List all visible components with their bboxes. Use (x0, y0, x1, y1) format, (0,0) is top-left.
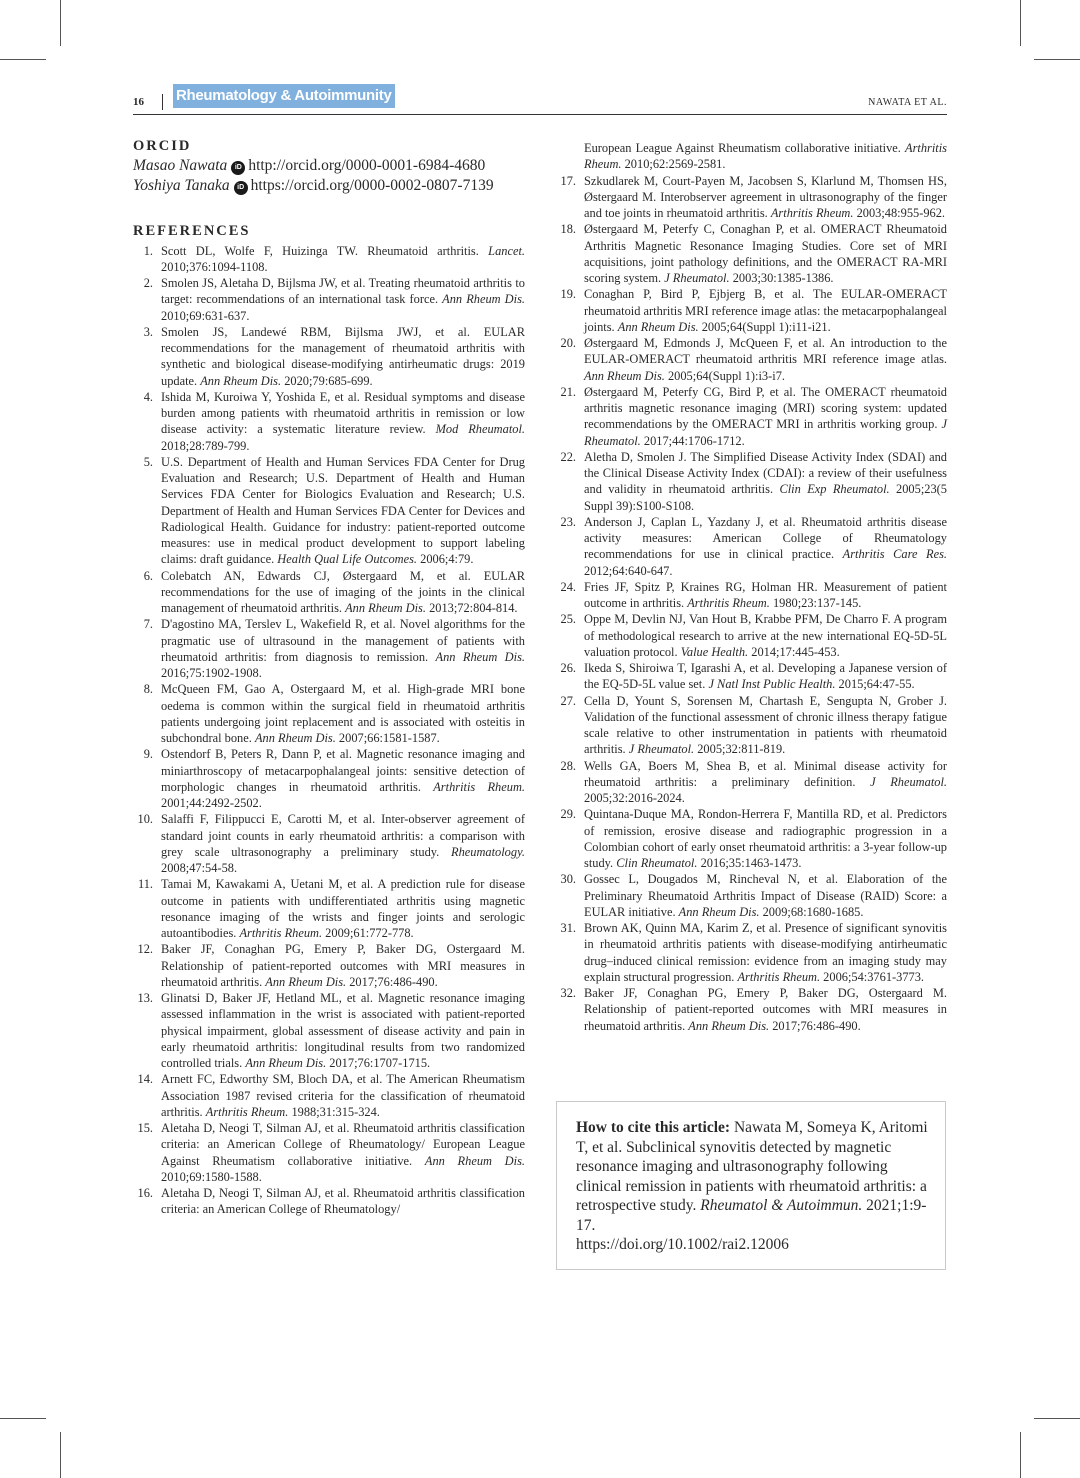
reference-journal: J Rheumatol. (870, 774, 947, 789)
reference-volume: 1988;31:315-324. (288, 1104, 380, 1119)
reference-journal: Ann Rheum Dis. (345, 601, 426, 615)
reference-item (560, 286, 947, 335)
reference-volume: 2005;64(Suppl 1):i11-i21. (698, 319, 831, 334)
reference-item (560, 660, 947, 693)
reference-item (560, 871, 947, 920)
reference-authors-title: Salaffi F, Filippucci E, Carotti M, et al. Inter-observer agreement of standard joint counts in early rheumatoid arthritis: a comparison with grey scale ultrasonography a preliminary study. (161, 812, 525, 859)
reference-number: 5. (143, 454, 153, 469)
reference-item (560, 693, 947, 758)
reference-authors-title: Østergaard M, Edmonds J, McQueen F, et al. An introduction to the EULAR-OMERACT rheumatoid arthritis MRI reference image atlas. (584, 336, 947, 367)
reference-volume: 2005;32:811-819. (694, 742, 786, 757)
reference-volume: 2005;32:2016-2024. (584, 791, 685, 805)
reference-number: 24. (560, 579, 576, 594)
left-column (133, 138, 525, 1218)
crop-mark (0, 1418, 46, 1419)
reference-number: 21. (560, 384, 576, 399)
header-rule (133, 114, 947, 115)
reference-number: 11. (137, 877, 153, 892)
reference-journal: Mod Rheumatol. (435, 422, 525, 437)
orcid-list (133, 156, 525, 195)
reference-number: 6. (143, 568, 153, 583)
reference-authors-title: Tamai M, Kawakami A, Uetani M, et al. A prediction rule for disease outcome in patients with undifferentiated arthritis using magnetic resonance imaging of the wrists and finger joints and serologic autoantibodies. (161, 877, 525, 940)
reference-text (584, 173, 947, 222)
orcid-link[interactable]: https://orcid.org/0000-0002-0807-7139 (250, 176, 494, 194)
reference-number: 28. (560, 758, 576, 773)
reference-authors-title: Glinatsi D, Baker JF, Hetland ML, et al. Magnetic resonance imaging assessed inflammation in the wrist is associated with patient-reported physical impairment, global assessment of disease activity and pain in early rheumatoid arthritis: longitudinal results from two randomized controlled trials. (161, 991, 525, 1070)
reference-number: 19. (560, 287, 576, 302)
reference-item (133, 568, 525, 617)
reference-text (584, 693, 947, 758)
orcid-id-icon: iD (234, 181, 248, 195)
orcid-author-name: Yoshiya Tanaka (133, 176, 230, 194)
reference-volume: 2003;48:955-962. (853, 206, 946, 220)
reference-authors-title: Arnett FC, Edworthy SM, Bloch DA, et al. The American Rheumatism Association 1987 revised criteria for the classification of rheumatoid arthritis. (161, 1072, 525, 1119)
reference-volume: 2010;376:1094-1108. (161, 259, 268, 274)
reference-volume: 2017;44:1706-1712. (640, 433, 745, 448)
orcid-link[interactable]: http://orcid.org/0000-0001-6984-4680 (248, 157, 486, 175)
crop-mark (1034, 1418, 1080, 1419)
reference-item (133, 1071, 525, 1120)
reference-volume: 1980;23:137-145. (769, 596, 862, 610)
reference-text (584, 514, 947, 579)
reference-journal: Ann Rheum Dis. (442, 292, 525, 307)
reference-journal: Arthritis Rheum. (770, 206, 854, 220)
reference-volume: 2017;76:486-490. (346, 974, 438, 989)
citation-journal: Rheumatol & Autoimmun. (700, 1197, 863, 1214)
reference-volume: 2016;35:1463-1473. (697, 856, 802, 870)
reference-item (133, 746, 525, 811)
reference-number: 2. (143, 276, 153, 290)
reference-volume: 2017;76:1707-1715. (326, 1056, 431, 1070)
reference-text (161, 275, 525, 324)
reference-journal: Clin Rheumatol. (616, 856, 698, 870)
reference-item (133, 876, 525, 941)
reference-journal: Ann Rheum Dis. (254, 731, 336, 745)
reference-number: 32. (560, 986, 576, 1000)
reference-text (161, 811, 525, 876)
citation-box (556, 1101, 946, 1270)
header-divider (162, 94, 163, 110)
reference-item (133, 811, 525, 876)
reference-authors-title: Gossec L, Dougados M, Rincheval N, et al. Elaboration of the Preliminary Rheumatoid Arthritis Impact of Disease (RAID) Score: a EULAR initiative. (584, 872, 947, 919)
reference-volume: 2003;30:1385-1386. (729, 271, 834, 285)
reference-authors-title: Szkudlarek M, Court-Payen M, Jacobsen S, Klarlund M, Thomsen HS, Østergaard M. Interobserver agreement in ultrasonography of the finger and toe joints in rheumatoid arthritis. (584, 173, 947, 220)
reference-authors-title: Fries JF, Spitz P, Kraines RG, Holman HR. Measurement of patient outcome in arthritis. (584, 579, 947, 610)
reference-text (161, 616, 525, 681)
reference-journal: Rheumatology. (451, 844, 525, 859)
reference-journal: J Rheumatol. (584, 417, 947, 448)
reference-text (584, 579, 947, 612)
reference-number: 4. (143, 389, 153, 404)
reference-number: 29. (560, 807, 576, 822)
reference-text (584, 140, 947, 173)
reference-number: 30. (560, 872, 576, 887)
reference-list-left (133, 243, 525, 1218)
orcid-author-name: Masao Nawata (133, 157, 228, 175)
reference-item (560, 173, 947, 222)
reference-text (584, 221, 947, 286)
reference-journal: Arthritis Rheum. (737, 969, 821, 984)
reference-item (560, 920, 947, 985)
references-heading: REFERENCES (133, 223, 251, 240)
reference-volume: 2018;28:789-799. (161, 438, 250, 453)
reference-volume: 2009;61:772-778. (322, 926, 414, 940)
reference-number: 1. (143, 243, 153, 258)
orcid-entry (133, 176, 525, 196)
reference-item (133, 681, 525, 746)
reference-journal: Arthritis Rheum. (205, 1104, 289, 1119)
reference-volume: 2006;54:3761-3773. (820, 969, 925, 984)
reference-journal: Arthritis Care Res. (842, 547, 947, 562)
reference-authors-title: U.S. Department of Health and Human Services FDA Center for Drug Evaluation and Research; U.S. Department of Health and Human Services FDA Center for Biologics Evaluation and Research; U.S. Department of Health and Human Services FDA Center for Devices and Radiological Health. Guidance for industry: patient-reported outcome measures: use in medical product development to support labeling claims: draft guidance. (161, 454, 525, 567)
citation-text: Nawata M, Someya K, Aritomi T, et al. Subclinical synovitis detected by magnetic resonance imaging and ultrasonography following clinical remission in patients with rheumatoid arthritis: a retrospective study. (576, 1119, 928, 1214)
reference-item (560, 579, 947, 612)
reference-text (161, 941, 525, 990)
reference-number: 27. (560, 693, 576, 708)
reference-number: 26. (560, 661, 576, 675)
reference-volume: 2016;75:1902-1908. (161, 666, 262, 680)
reference-text (584, 920, 947, 985)
reference-item (133, 243, 525, 276)
reference-volume: 2010;62:2569-2581. (621, 157, 726, 172)
reference-authors-title: Anderson J, Caplan L, Yazdany J, et al. Rheumatoid arthritis disease activity measures: American College of Rheumatology recommendations for use in clinical practice. (584, 514, 947, 562)
reference-item (133, 454, 525, 568)
reference-item (560, 514, 947, 579)
reference-text (161, 568, 525, 617)
reference-text (584, 286, 947, 335)
reference-journal: Ann Rheum Dis. (265, 974, 347, 989)
crop-mark (60, 0, 61, 46)
reference-journal: Arthritis Rheum. (584, 141, 947, 172)
crop-mark (1020, 0, 1021, 46)
reference-text (161, 990, 525, 1071)
reference-number: 12. (137, 942, 153, 957)
reference-journal: Arthritis Rheum. (687, 596, 770, 610)
reference-journal: Ann Rheum Dis. (617, 319, 699, 334)
journal-logo: Rheumatology & Autoimmunity (173, 84, 395, 108)
reference-number: 10. (137, 812, 153, 827)
reference-text (584, 806, 947, 871)
reference-item (133, 616, 525, 681)
reference-authors-title: Colebatch AN, Edwards CJ, Østergaard M, et al. EULAR recommendations for the use of imaging of the joints in the clinical management of rheumatoid arthritis. (161, 568, 525, 615)
reference-number: 9. (143, 747, 153, 762)
reference-item (133, 990, 525, 1071)
page-number: 16 (133, 96, 144, 108)
reference-item (560, 985, 947, 1034)
reference-item (133, 1120, 525, 1185)
reference-authors-title: Smolen JS, Aletaha D, Bijlsma JW, et al. Treating rheumatoid arthritis to target: recommendations of an international task force. (161, 276, 525, 307)
orcid-heading: ORCID (133, 138, 192, 154)
reference-number: 14. (137, 1072, 153, 1087)
reference-text (161, 1071, 525, 1120)
orcid-id-icon: iD (231, 161, 245, 175)
reference-authors-title: Smolen JS, Landewé RBM, Bijlsma JWJ, et al. EULAR recommendations for the management of rheumatoid arthritis with synthetic and biological disease-modifying antirheumatic drugs: 2019 update. (161, 324, 525, 388)
reference-journal: Ann Rheum Dis. (424, 1153, 525, 1168)
citation-label: How to cite this article: (576, 1119, 731, 1136)
reference-authors-title: Aletaha D, Neogi T, Silman AJ, et al. Rheumatoid arthritis classification criteria: an American College of Rheumatology/ European League Against Rheumatism collaborative initiative. (161, 1121, 525, 1168)
reference-authors-title: Aletaha D, Neogi T, Silman AJ, et al. Rheumatoid arthritis classification criteria: an American College of Rheumatology/ (161, 1186, 525, 1217)
reference-volume: 2012;64:640-647. (584, 563, 673, 578)
reference-authors-title: Scott DL, Wolfe F, Huizinga TW. Rheumatoid arthritis. (161, 243, 489, 258)
reference-number: 8. (143, 682, 153, 697)
orcid-entry (133, 156, 525, 176)
reference-text (584, 611, 947, 660)
reference-journal: Lancet. (488, 243, 525, 258)
running-head-authors: NAWATA ET AL. (868, 97, 947, 108)
crop-mark (0, 59, 46, 60)
reference-list-right (555, 140, 947, 1034)
reference-authors-title: Cella D, Yount S, Sorensen M, Chartash E, Sengupta N, Grober J. Validation of the functional assessment of chronic illness therapy fatigue scale relative to other instrumentation in patients with rheumatoid arthritis. (584, 693, 947, 757)
reference-volume: 2013;72:804-814. (425, 601, 518, 615)
reference-authors-title: Aletha D, Smolen J. The Simplified Disease Activity Index (SDAI) and the Clinical Disease Activity Index (CDAI): a review of their usefulness and validity in rheumatoid arthritis. (584, 449, 947, 497)
reference-text (161, 746, 525, 811)
reference-journal: Ann Rheum Dis. (678, 904, 760, 919)
reference-text (161, 1120, 525, 1185)
reference-journal: Ann Rheum Dis. (200, 373, 282, 388)
reference-authors-title: McQueen FM, Gao A, Ostergaard M, et al. High-grade MRI bone oedema is common within the surgical field in rheumatoid arthritis patients undergoing joint replacement and is associated with osteitis in subchondral bone. (161, 682, 525, 745)
reference-journal: Ann Rheum Dis. (584, 368, 665, 383)
reference-volume: 2001;44:2492-2502. (161, 796, 262, 810)
reference-text (584, 449, 947, 514)
reference-journal: J Rheumatol. (628, 742, 695, 757)
reference-text (161, 1185, 525, 1218)
reference-journal: Ann Rheum Dis. (688, 1018, 770, 1033)
reference-text (161, 324, 525, 389)
reference-authors-title: Ostendorf B, Peters R, Dann P, et al. Magnetic resonance imaging and miniarthroscopy of metacarpophalangeal joints: sensitive detection of morphologic changes in rheumatoid arthritis. (161, 747, 525, 794)
reference-item (560, 335, 947, 384)
reference-volume: 2015;64:47-55. (835, 677, 915, 692)
reference-text (584, 335, 947, 384)
reference-volume: 2014;17:445-453. (748, 644, 840, 659)
citation-volume: 2021;1:9-17. (576, 1197, 927, 1234)
reference-text (161, 681, 525, 746)
reference-number: 18. (560, 222, 576, 237)
reference-authors-title: Quintana-Duque MA, Rondon-Herrera F, Mantilla RD, et al. Predictors of remission, erosive disease and radiographic progression in a Colombian cohort of early onset rheumatoid arthritis: a 3-year follow-up study. (584, 807, 947, 870)
reference-number: 31. (560, 921, 576, 935)
crop-mark (1020, 1432, 1021, 1478)
reference-number: 7. (143, 617, 153, 632)
reference-number: 22. (560, 449, 576, 464)
reference-text (161, 876, 525, 941)
reference-text (584, 384, 947, 449)
reference-text (161, 454, 525, 568)
reference-authors-title: Baker JF, Conaghan PG, Emery P, Baker DG, Ostergaard M. Relationship of patient-reported outcomes with MRI measures in rheumatoid arthritis. (161, 942, 525, 989)
reference-number: 3. (143, 324, 153, 339)
reference-volume: 2005;64(Suppl 1):i3-i7. (664, 368, 785, 383)
reference-authors-title: Brown AK, Quinn MA, Karim Z, et al. Presence of significant synovitis in rheumatoid arthritis patients with disease-modifying antirheumatic drug–induced clinical remission: evidence from an imaging study may explain structural progression. (584, 921, 947, 984)
reference-authors-title: Wells GA, Boers M, Shea B, et al. Minimal disease activity for rheumatoid arthritis: a preliminary definition. (584, 758, 947, 789)
reference-journal: Arthritis Rheum. (239, 926, 323, 940)
crop-mark (1034, 59, 1080, 60)
reference-volume: 2020;79:685-699. (281, 373, 373, 388)
reference-journal: Health Qual Life Outcomes. (277, 552, 418, 567)
right-column (555, 140, 947, 1034)
page-header (133, 82, 947, 114)
reference-volume: 2017;76:486-490. (769, 1018, 861, 1033)
reference-authors-title: Conaghan P, Bird P, Ejbjerg B, et al. The EULAR-OMERACT rheumatoid arthritis MRI reference image atlas: the metacarpophalangeal joints. (584, 287, 947, 334)
reference-item (133, 275, 525, 324)
reference-item (133, 324, 525, 389)
reference-text (584, 758, 947, 807)
reference-journal: J Rheumatol. (664, 271, 730, 285)
reference-item (560, 806, 947, 871)
reference-number: 15. (137, 1121, 153, 1135)
reference-number: 13. (137, 991, 153, 1005)
reference-number: 17. (560, 173, 576, 188)
reference-volume: 2009;68:1680-1685. (759, 904, 864, 919)
reference-journal: Ann Rheum Dis. (435, 649, 525, 664)
reference-text (584, 660, 947, 693)
reference-authors-title: Ikeda S, Shiroiwa T, Igarashi A, et al. Developing a Japanese version of the EQ-5D-5L value set. (584, 661, 947, 692)
reference-text (161, 243, 525, 276)
reference-item (560, 758, 947, 807)
reference-text (584, 985, 947, 1034)
reference-item (560, 611, 947, 660)
reference-authors-title: Ishida M, Kuroiwa Y, Yoshida E, et al. Residual symptoms and disease burden among patients with rheumatoid arthritis in remission or low disease activity: a systematic literature review. (161, 389, 525, 437)
reference-item (560, 221, 947, 286)
reference-journal: Clin Exp Rheumatol. (779, 482, 890, 497)
reference-authors-title: Østergaard M, Peterfy CG, Bird P, et al. The OMERACT rheumatoid arthritis magnetic resonance imaging (MRI) scoring system: updated recommendations by the OMERACT MRI in arthritis working group. (584, 384, 947, 432)
reference-authors-title: Oppe M, Devlin NJ, Van Hout B, Krabbe PFM, De Charro F. A program of methodological research to arrive at the new international EQ-5D-5L valuation protocol. (584, 612, 947, 659)
reference-item (133, 941, 525, 990)
reference-item (560, 384, 947, 449)
citation-doi-link[interactable]: https://doi.org/10.1002/rai2.12006 (576, 1236, 789, 1253)
reference-journal: J Natl Inst Public Health. (708, 677, 836, 692)
reference-journal: Ann Rheum Dis. (245, 1056, 327, 1070)
reference-volume: 2006;4:79. (417, 552, 474, 567)
reference-number: 16. (137, 1186, 153, 1200)
reference-text (161, 389, 525, 454)
reference-authors-title: European League Against Rheumatism collaborative initiative. (584, 141, 905, 155)
reference-journal: Arthritis Rheum. (433, 779, 525, 794)
reference-number: 20. (560, 336, 576, 350)
reference-item (133, 389, 525, 454)
reference-text (584, 871, 947, 920)
reference-authors-title: Baker JF, Conaghan PG, Emery P, Baker DG, Ostergaard M. Relationship of patient-reported outcomes with MRI measures in rheumatoid arthritis. (584, 986, 947, 1033)
reference-item (133, 1185, 525, 1218)
reference-authors-title: Østergaard M, Peterfy C, Conaghan P, et al. OMERACT Rheumatoid Arthritis Magnetic Resonance Imaging Studies. Core set of MRI acquisitions, joint pathology definitions, and the OMERACT RA-MRI scoring system. (584, 222, 947, 285)
reference-item (560, 449, 947, 514)
reference-volume: 2010;69:631-637. (161, 308, 250, 323)
reference-volume: 2008;47:54-58. (161, 861, 238, 875)
reference-volume: 2005;23(5 Suppl 39):S100-S108. (584, 482, 947, 513)
reference-journal: Value Health. (680, 644, 749, 659)
reference-volume: 2007;66:1581-1587. (335, 731, 440, 745)
reference-number: 23. (560, 514, 576, 529)
reference-item (584, 140, 947, 173)
reference-number: 25. (560, 612, 576, 627)
crop-mark (60, 1432, 61, 1478)
reference-authors-title: D'agostino MA, Terslev L, Wakefield R, et al. Novel algorithms for the pragmatic use of ultrasound in the management of patients with rheumatoid arthritis: from diagnosis to remission. (161, 617, 525, 664)
reference-volume: 2010;69:1580-1588. (161, 1169, 262, 1184)
